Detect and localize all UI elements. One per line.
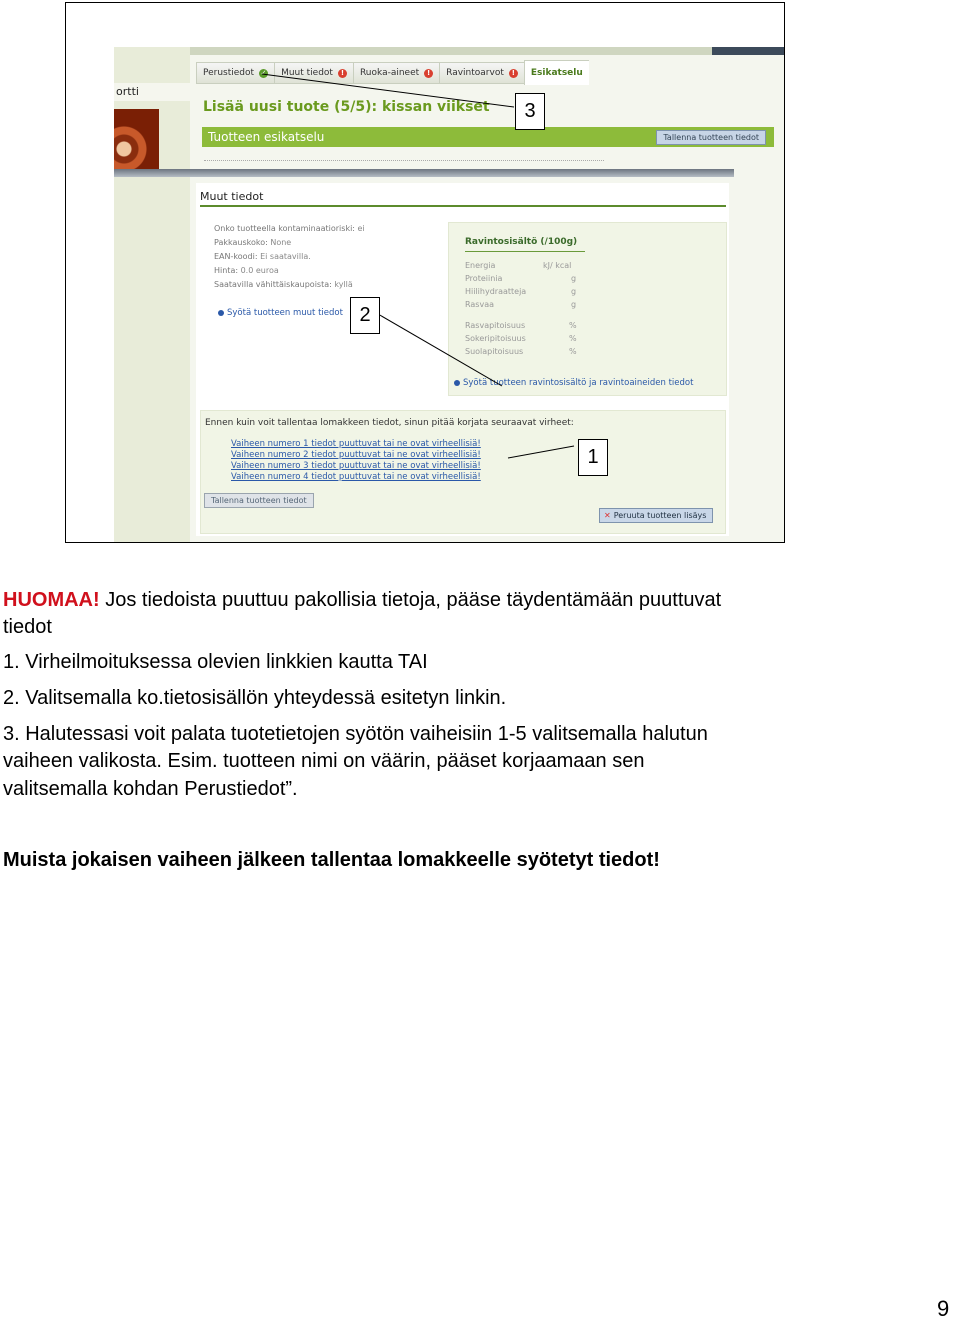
nutrition-unit: g [571,300,577,309]
callout-2: 2 [350,297,380,334]
option-1: 1. Virheilmoituksessa olevien linkkien kautta TAI [3,651,428,673]
info-line: Pakkauskoko: None [214,238,292,247]
save-button[interactable]: Tallenna tuotteen tiedot [656,130,766,145]
nutrition-row: Suolapitoisuus [465,347,524,356]
nutrition-unit: % [569,321,577,330]
close-icon: ✕ [604,511,611,520]
error-link-4[interactable]: Vaiheen numero 4 tiedot puuttuvat tai ne ovat virheellisiä! [231,472,481,482]
error-icon: ! [509,69,518,78]
option-3-cont-2: valitsemalla kohdan Perustiedot”. [3,778,298,800]
arrow-line-1 [508,446,574,458]
error-link-3[interactable]: Vaiheen numero 3 tiedot puuttuvat tai ne ovat virheellisiä! [231,461,481,471]
option-3: 3. Halutessasi voit palata tuotetietojen syötön vaiheisiin 1-5 valitsemalla halutun [3,723,708,745]
error-intro: Ennen kuin voit tallentaa lomakkeen tiedot, sinun pitää korjata seuraavat virheet: [205,418,574,428]
error-icon: ! [338,69,347,78]
nutrition-unit: % [569,334,577,343]
nutrition-row: Rasvaa [465,300,494,309]
option-3-cont: vaiheen valikosta. Esim. tuotteen nimi on väärin, pääset korjaamaan sen [3,750,645,772]
nutrition-link[interactable]: Syötä tuotteen ravintosisältö ja ravintoaineiden tiedot [454,378,693,388]
page-title: Lisää uusi tuote (5/5): kissan viikset [203,99,490,115]
note-line-1: HUOMAA! Jos tiedoista puuttuu pakollisia tietoja, pääse täydentämään puuttuvat [3,589,722,611]
callout-1: 1 [578,439,608,476]
page-number: 9 [937,1296,950,1321]
callout-arrows [66,3,784,542]
nutrition-unit: kJ/ kcal [543,261,572,270]
arrow-line-3 [262,74,514,107]
nutrition-row: Energia [465,261,496,270]
nutrition-header: Ravintosisältö (/100g) [465,237,578,247]
info-line: EAN-koodi: Ei saatavilla. [214,252,311,261]
tab-label: Ruoka-aineet [359,68,420,78]
info-line: Hinta: 0.0 euroa [214,266,279,275]
error-icon: ! [424,69,433,78]
nutrition-unit: g [571,287,577,296]
section-title: Muut tiedot [200,190,264,203]
option-2: 2. Valitsemalla ko.tietosisällön yhteydessä esitetyn linkin. [3,687,507,709]
warning-label: HUOMAA! [3,589,100,611]
nutrition-unit: % [569,347,577,356]
nutrition-row: Proteiinia [465,274,503,283]
sidebar-label: ortti [114,83,192,101]
other-info-link[interactable]: Syötä tuotteen muut tiedot [218,308,343,318]
nutrition-row: Rasvapitoisuus [465,321,526,330]
cancel-button[interactable]: ✕ Peruuta tuotteen lisäys [599,508,713,523]
save-button-disabled[interactable]: Tallenna tuotteen tiedot [204,493,314,508]
error-link-1[interactable]: Vaiheen numero 1 tiedot puuttuvat tai ne ovat virheellisiä! [231,439,481,449]
error-link-2[interactable]: Vaiheen numero 2 tiedot puuttuvat tai ne ovat virheellisiä! [231,450,481,460]
preview-label: Tuotteen esikatselu [208,130,325,144]
arrow-line-2 [378,314,502,386]
tab-label: Esikatselu [530,68,583,78]
application-screenshot [65,2,785,543]
tab-label: Muut tiedot [281,68,333,78]
nutrition-row: Hiilihydraatteja [465,287,527,296]
info-line: Saatavilla vähittäiskaupoista: kyllä [214,280,353,289]
info-line: Onko tuotteella kontaminaatioriski: ei [214,224,365,233]
note-line-2: tiedot [3,616,52,638]
nutrition-unit: g [571,274,577,283]
tab-label: Perustiedot [203,68,255,78]
reminder: Muista jokaisen vaiheen jälkeen tallentaa lomakkeelle syötetyt tiedot! [3,849,660,871]
callout-3: 3 [515,93,545,130]
check-icon: ✓ [260,68,267,77]
tab-label: Ravintoarvot [446,68,504,78]
nutrition-row: Sokeripitoisuus [465,334,526,343]
